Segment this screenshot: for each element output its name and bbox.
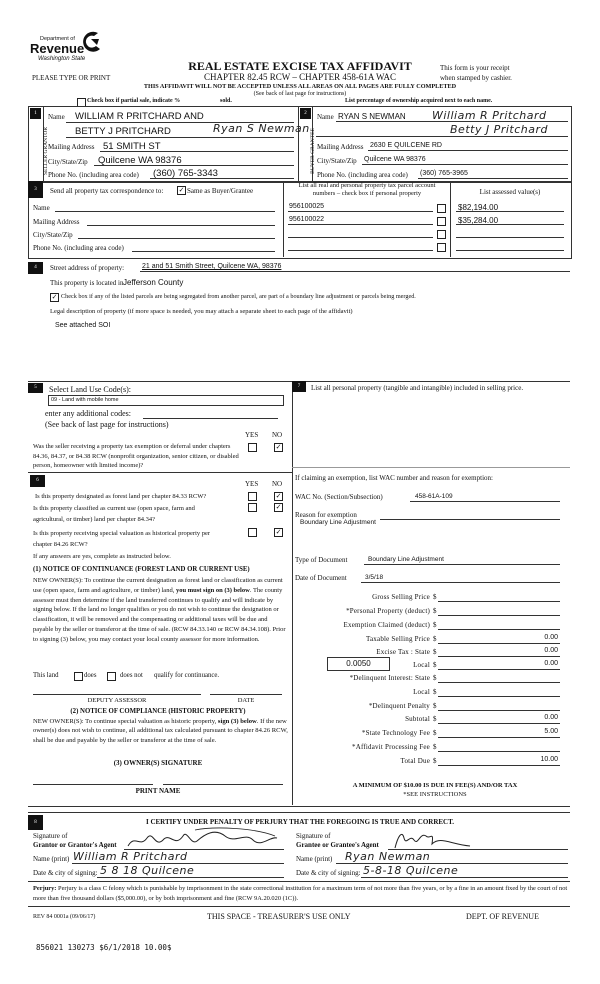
no-header-5: NO xyxy=(272,431,283,439)
grantor-name-print[interactable]: William R Pritchard xyxy=(73,850,188,863)
document-type-label: Type of Document xyxy=(295,556,348,564)
owner-signature-line[interactable] xyxy=(33,784,153,785)
fee-label: Local xyxy=(413,661,430,669)
grantee-signature xyxy=(390,826,480,852)
fee-value[interactable]: 10.00 xyxy=(540,756,558,763)
county[interactable]: Jefferson County xyxy=(123,278,184,287)
yes-header-5: YES xyxy=(245,431,259,439)
forest-land-question: Is this property designated as forest land per chapter 84.33 RCW? xyxy=(35,493,207,500)
if-yes-note: If any answers are yes, complete as instructed below. xyxy=(33,553,171,560)
local-rate: 0.0050 xyxy=(346,659,371,668)
current-use-no-checkbox[interactable]: ✓ xyxy=(275,503,282,511)
fee-label: Excise Tax : State xyxy=(376,648,430,656)
perjury-text: Perjury is a class C felony which is punishable by imprisonment in the state correctional institution for a maximum term of not more than five years, or by a fine in an amount fixed by the court of not more than five thousand dollars ($5,000.00), or by both imprisonment and fine (RCW 9A.20.020 (1C)). xyxy=(33,885,568,902)
buyer-handwritten-2: Betty J Pritchard xyxy=(450,123,548,136)
dollar-sign: $ xyxy=(433,743,437,751)
land-use-label: Select Land Use Code(s): xyxy=(49,385,131,394)
buyer-mail[interactable]: 2630 E QUILCENE RD xyxy=(370,142,442,149)
notice-compliance-text xyxy=(33,717,288,745)
dept-revenue: DEPT. OF REVENUE xyxy=(466,912,539,921)
qualify-label: qualify for continuance. xyxy=(154,672,220,679)
does-not-checkbox[interactable] xyxy=(107,672,116,681)
notice2-text-b: . If the new owner(s) does not wish to continue, all additional tax calculated pursuant to chapter 84.26 RCW, shall be due and payable by the seller or transferor at the time of sale. xyxy=(33,718,288,744)
parcel-number-1[interactable]: 956100025 xyxy=(289,203,325,210)
buyer-handwritten-1: William R Pritchard xyxy=(432,109,547,122)
this-land-label: This land xyxy=(33,672,59,679)
corr-mail-label: Mailing Address xyxy=(33,218,80,226)
see-back-note: (See back of last page for instructions) xyxy=(253,91,347,97)
current-use-yes-checkbox[interactable] xyxy=(248,503,257,512)
exemption-yes-checkbox[interactable] xyxy=(248,443,257,452)
personal-property-checkbox-3[interactable] xyxy=(437,230,446,239)
fee-label: Exemption Claimed (deduct) xyxy=(343,621,430,629)
corr-city-label: City/State/Zip xyxy=(33,231,73,239)
fee-value[interactable]: 0.00 xyxy=(544,647,558,654)
grantor-signature xyxy=(125,826,280,852)
fee-line xyxy=(438,723,560,724)
fee-value[interactable]: 5.00 xyxy=(544,728,558,735)
located-label: This property is located in xyxy=(50,279,124,287)
fee-label: Taxable Selling Price xyxy=(366,635,430,643)
historic-question: Is this property receiving special valuation as historical property per chapter 84.26 RCW? xyxy=(33,530,211,548)
legal-description[interactable]: See attached SOI xyxy=(55,322,111,329)
land-use-see-back: (See back of last page for instructions) xyxy=(45,420,169,429)
owner-signature-title: (3) OWNER(S) SIGNATURE xyxy=(113,759,203,767)
buyer-name-label: Name xyxy=(317,113,334,121)
fee-line xyxy=(438,710,560,711)
document-type[interactable]: Boundary Line Adjustment xyxy=(368,556,444,563)
parcel-header: List all real and personal property tax parcel account numbers – check box if personal property xyxy=(298,182,436,197)
treasurer-note: THIS SPACE - TREASURER'S USE ONLY xyxy=(207,912,351,921)
notice2-text-bold: sign (3) below xyxy=(217,718,257,725)
assessor-date-label: DATE xyxy=(237,697,255,704)
deputy-assessor-label: DEPUTY ASSESSOR xyxy=(87,697,147,704)
fee-line xyxy=(438,765,560,766)
fee-line xyxy=(438,629,560,630)
forest-yes-checkbox[interactable] xyxy=(248,492,257,501)
grantee-date-city[interactable]: 5-8-18 Quilcene xyxy=(363,864,459,877)
forest-no-checkbox[interactable]: ✓ xyxy=(275,492,282,500)
send-correspondence-label: Send all property tax correspondence to: xyxy=(50,187,164,195)
exemption-claim-label: If claiming an exemption, list WAC number and reason for exemption: xyxy=(295,474,493,482)
grantor-date-city[interactable]: 5 8 18 Quilcene xyxy=(100,864,195,877)
buyer-city[interactable]: Quilcene WA 98376 xyxy=(364,156,426,163)
personal-property-checkbox-2[interactable] xyxy=(437,217,446,226)
list-pct-label: List percentage of ownership acquired next to each name. xyxy=(345,98,493,104)
dollar-sign: $ xyxy=(433,688,437,696)
street-address[interactable]: 21 and 51 Smith Street, Quilcene WA, 98376 xyxy=(142,263,282,270)
seller-grantor-label: SELLER GRANTOR xyxy=(43,126,50,176)
local-rate-box xyxy=(327,657,390,671)
section-1-badge: 1 xyxy=(30,108,41,119)
street-label: Street address of property: xyxy=(50,264,125,272)
yes-header-6: YES xyxy=(245,480,259,488)
document-date[interactable]: 3/5/18 xyxy=(365,574,384,581)
section-6-badge: 6 xyxy=(30,475,45,487)
grantee-name-print-label: Name (print) xyxy=(296,855,333,863)
reason-label: Reason for exemption xyxy=(295,511,357,519)
fee-label: Local xyxy=(413,688,430,696)
grantor-agent-label: Grantor or Grantor's Agent xyxy=(33,841,117,849)
current-use-question: Is this property classified as current use (open space, farm and agricultural, or timber) land per chapter 84.34? xyxy=(33,505,195,523)
print-name-label: PRINT NAME xyxy=(135,787,181,795)
fee-value[interactable]: 0.00 xyxy=(544,660,558,667)
receipt-note-1: This form is your receipt xyxy=(440,64,510,72)
fee-line xyxy=(438,656,560,657)
see-instructions-note: *SEE INSTRUCTIONS xyxy=(403,791,467,798)
wac-number[interactable]: 458-61A-109 xyxy=(415,493,453,500)
seller-phone-label: Phone No. (including area code) xyxy=(48,171,139,179)
no-header-6: NO xyxy=(272,480,283,488)
personal-property-label: List all personal property (tangible and intangible) included in selling price. xyxy=(311,384,524,392)
does-label: does xyxy=(84,672,97,679)
warning-line: THIS AFFIDAVIT WILL NOT BE ACCEPTED UNLESS ALL AREAS ON ALL PAGES ARE FULLY COMPLETED xyxy=(143,83,457,90)
cashier-stamp: 856021 130273 $6/1/2018 10.00$ xyxy=(36,943,172,952)
grantee-date-city-label: Date & city of signing: xyxy=(296,869,361,877)
fee-line xyxy=(438,601,560,602)
dollar-sign: $ xyxy=(433,702,437,710)
notice2-text-a: NEW OWNER(S): To continue special valuation as historic property, xyxy=(33,718,217,725)
dollar-sign: $ xyxy=(433,607,437,615)
notice-compliance-title: (2) NOTICE OF COMPLIANCE (HISTORIC PROPERTY) xyxy=(70,708,246,715)
dollar-sign: $ xyxy=(433,661,437,669)
perjury-note xyxy=(33,884,570,904)
seller-handwritten-note: Ryan S Newman xyxy=(213,122,310,135)
grantor-date-city-label: Date & city of signing: xyxy=(33,869,98,877)
dollar-sign: $ xyxy=(433,757,437,765)
land-use-code: 09 - Land with mobile home xyxy=(51,397,119,403)
personal-property-checkbox-4[interactable] xyxy=(437,243,446,252)
grantee-agent-label: Grantee or Grantee's Agent xyxy=(296,841,379,849)
legal-description-label: Legal description of property (if more space is needed, you may attach a separate sheet to each page of the affidavit) xyxy=(50,308,353,315)
buyer-phone-label: Phone No. (including area code) xyxy=(317,171,408,179)
section-7-badge: 7 xyxy=(292,381,306,392)
buyer-city-label: City/State/Zip xyxy=(317,157,357,165)
dollar-sign: $ xyxy=(433,674,437,682)
fee-value[interactable]: 0.00 xyxy=(544,714,558,721)
fee-value[interactable]: 0.00 xyxy=(544,634,558,641)
wac-label: WAC No. (Section/Subsection) xyxy=(295,493,383,501)
section-4-badge: 4 xyxy=(28,262,43,274)
seller-city-label: City/State/Zip xyxy=(48,158,88,166)
receipt-note-2: when stamped by cashier. xyxy=(440,74,512,82)
same-as-buyer-label: Same as Buyer/Grantee xyxy=(187,187,254,195)
notice-continuance-text xyxy=(33,576,288,645)
grantor-sig-of: Signature of xyxy=(33,832,68,840)
assessed-value-2[interactable]: $35,284.00 xyxy=(458,216,499,225)
exemption-no-checkbox[interactable]: ✓ xyxy=(275,443,282,451)
logo-line1: Department of xyxy=(40,36,75,42)
section-5-badge: 5 xyxy=(28,383,43,393)
fee-label: *Delinquent Penalty xyxy=(368,702,430,710)
section-3-badge: 3 xyxy=(28,181,43,198)
logo-line3: Washington State xyxy=(38,56,86,62)
fee-line xyxy=(438,643,560,644)
dor-swirl-icon xyxy=(80,30,102,54)
sold-label: sold. xyxy=(220,98,232,104)
fee-label: *Affidavit Processing Fee xyxy=(352,743,430,751)
dor-logo xyxy=(30,30,110,66)
minimum-due-note: A MINIMUM OF $10.00 IS DUE IN FEE(S) AND/OR TAX xyxy=(352,782,518,789)
parcel-number-2[interactable]: 956100022 xyxy=(289,216,325,223)
fee-line xyxy=(438,615,560,616)
fee-line xyxy=(438,682,560,683)
dollar-sign: $ xyxy=(433,715,437,723)
fee-label: *Delinquent Interest: State xyxy=(349,674,430,682)
partial-sale-label: Check box if partial sale, indicate % xyxy=(87,98,181,104)
dollar-sign: $ xyxy=(433,593,437,601)
assessed-header: List assessed value(s) xyxy=(479,188,541,196)
seller-city[interactable]: Quilcene WA 98376 xyxy=(98,155,182,166)
same-as-buyer-checkbox[interactable]: ✓ xyxy=(178,186,185,194)
seller-name-label: Name xyxy=(48,113,65,121)
personal-property-checkbox-1[interactable] xyxy=(437,204,446,213)
historic-yes-checkbox[interactable] xyxy=(248,528,257,537)
exemption-reason[interactable]: Boundary Line Adjustment xyxy=(300,519,376,526)
fee-label: Subtotal xyxy=(405,715,430,723)
dollar-sign: $ xyxy=(433,621,437,629)
form-title: REAL ESTATE EXCISE TAX AFFIDAVIT xyxy=(188,59,412,73)
seller-mail-label: Mailing Address xyxy=(48,143,95,151)
fee-label: *Personal Property (deduct) xyxy=(346,607,430,615)
fee-line xyxy=(438,737,560,738)
perjury-label: Perjury: xyxy=(33,885,57,892)
fee-line xyxy=(438,696,560,697)
segregated-checkbox[interactable]: ✓ xyxy=(51,293,58,301)
corr-name-label: Name xyxy=(33,204,50,212)
corr-phone-label: Phone No. (including area code) xyxy=(33,244,124,252)
section-8-badge: 8 xyxy=(28,815,43,830)
notice-continuance-title: (1) NOTICE OF CONTINUANCE (FOREST LAND OR CURRENT USE) xyxy=(33,566,250,573)
exemption-question: Was the seller receiving a property tax exemption or deferral under chapters 84.36, 84.37, or 84.38 RCW (nonprofit organization, senior citizen, or disabled person, homeowner with limited income)? xyxy=(33,443,239,470)
fee-label: Gross Selling Price xyxy=(372,593,430,601)
seller-name-2[interactable]: BETTY J PRITCHARD xyxy=(75,126,171,137)
assessed-value-1[interactable]: $82,194.00 xyxy=(458,203,499,212)
historic-no-checkbox[interactable]: ✓ xyxy=(275,528,282,536)
certify-statement: I CERTIFY UNDER PENALTY OF PERJURY THAT THE FOREGOING IS TRUE AND CORRECT. xyxy=(145,818,454,826)
dollar-sign: $ xyxy=(433,648,437,656)
does-not-label: does not xyxy=(120,672,143,679)
logo-line2: Revenue xyxy=(30,41,85,56)
segregated-label: Check box if any of the listed parcels are being segregated from another parcel, are part of a boundary line adjustment or parcels being merged. xyxy=(61,293,416,300)
grantor-name-print-label: Name (print) xyxy=(33,855,70,863)
fee-label: *State Technology Fee xyxy=(361,729,430,737)
seller-phone[interactable]: (360) 765-3343 xyxy=(153,168,218,179)
notice1-text-b: . The county assessor must then determine if the land transferred continues to qualify and will indicate by signing below. If the land no longer qualifies or you do not wish to continue the designation or classification, it will be removed and the compensating or additional taxes will be due and payable by the seller or transferor at the time of sale. (RCW 84.33.140 or RCW 84.34.108). Prior to signing (3) below, you may contact your local county assessor for more information. xyxy=(33,586,286,643)
seller-mail[interactable]: 51 SMITH ST xyxy=(103,141,161,152)
chapter-line: CHAPTER 82.45 RCW – CHAPTER 458-61A WAC xyxy=(204,72,396,82)
grantee-sig-of: Signature of xyxy=(296,832,331,840)
notice1-text-bold: you must sign on (3) below xyxy=(175,586,250,594)
additional-codes-label: enter any additional codes: xyxy=(45,409,131,418)
section-2-badge: 2 xyxy=(300,108,311,119)
dollar-sign: $ xyxy=(433,729,437,737)
buyer-grantee-label: BUYER GRANTEE xyxy=(309,128,316,174)
notice1-text-a: NEW OWNER(S): To continue the current designation as forest land or classification as current use (open space, farm and agriculture, or timber) land, xyxy=(33,577,283,594)
does-checkbox[interactable] xyxy=(74,672,83,681)
buyer-phone[interactable]: (360) 765-3965 xyxy=(420,170,468,177)
fee-label: Total Due xyxy=(400,757,430,765)
fee-line xyxy=(438,669,560,670)
land-use-code-field[interactable] xyxy=(48,395,284,406)
buyer-name-1[interactable]: RYAN S NEWMAN xyxy=(338,112,406,121)
document-date-label: Date of Document xyxy=(295,574,347,582)
seller-name-1[interactable]: WILLIAM R PRITCHARD AND xyxy=(75,111,204,122)
dollar-sign: $ xyxy=(433,635,437,643)
form-revision: REV 84 0001a (09/06/17) xyxy=(33,914,96,920)
grantee-name-print[interactable]: Ryan Newman xyxy=(345,850,431,863)
please-type: PLEASE TYPE OR PRINT xyxy=(32,74,111,82)
fee-line xyxy=(438,751,560,752)
buyer-mail-label: Mailing Address xyxy=(317,143,364,151)
